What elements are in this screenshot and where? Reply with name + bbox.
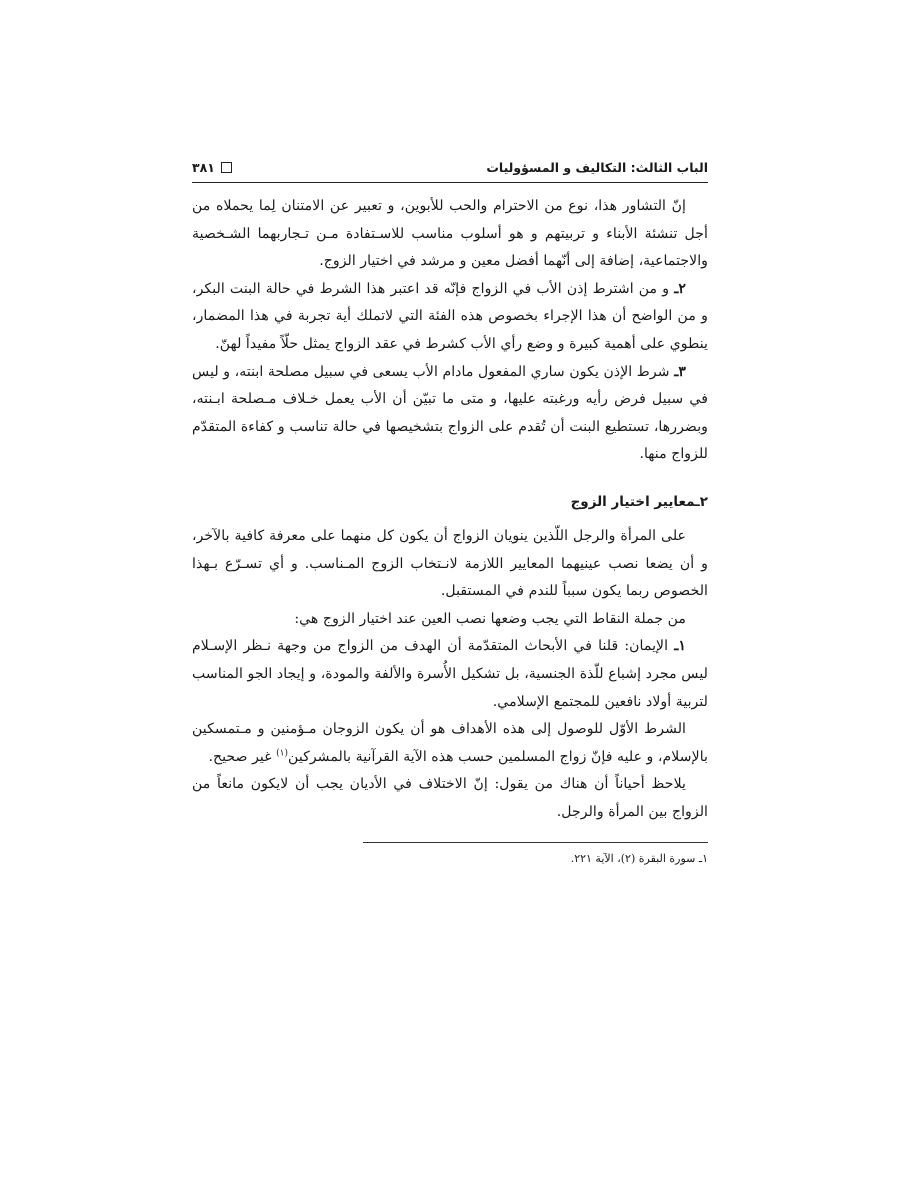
section-heading: ٢ـمعايير اختيار الزوج — [570, 493, 708, 510]
condition-text: الشرط الأوّل للوصول إلى هذه الأهداف هو أن يكون الزوجان مـؤمنين و مـتمسكين بالإسلام، و عليه فإنّ زواج المسلمين حسب هذه الآية القرآنية بالمشركين — [192, 721, 708, 765]
paragraph-criteria-intro: على المرأة والرجل اللّذين ينويان الزواج أن يكون كل منهما على معرفة كافية بالآخر، و أن يضعا نصب عينيهما المعايير اللازمة لانـتخاب الزوج المـناسب. و أي تسـرّع بـهذا الخصوص ربما يكون سبباً للندم في المستقبل. — [192, 527, 708, 600]
point-number: ١ـ — [674, 638, 686, 655]
square-outline-icon — [221, 162, 232, 173]
running-header — [192, 160, 708, 183]
point-text: و من اشترط إذن الأب في الزواج فإنّه قد اعتبر هذا الشرط في حالة البنت البكر، و من الواضح أن هذا الإجراء بخصوص هذه الفئة التي لاتملك أية تجربة في هذا المضمار، ينطوي على أهمية كبيرة و وضع رأي الأب كشرط في عقد الزواج يمثل حلّاً مفيداً لهنّ. — [192, 280, 708, 352]
point-text: شرط الإذن يكون ساري المفعول مادام الأب يسعى في سبيل مصلحة ابنته، و ليس في سبيل فرض رأيه ورغبته عليها، و متى ما تبيّن أن الأب يعمل خـلاف مـصلحة ابـنته، وبضررها، تستطيع البنت أن تُقدم على الزواج بتشخيصها في حالة تناسب و كفاءة المتقدّم للزواج منها. — [192, 363, 708, 463]
condition-text-end: غير صحيح. — [208, 748, 277, 765]
footnote-1: ١ـ سورة البقرة (٢)، الآية ٢٢١. — [570, 852, 708, 866]
paragraph-point-3 — [192, 359, 708, 469]
chapter-title: الباب الثالث: التكاليف و المسؤوليات — [486, 160, 708, 175]
book-page — [192, 160, 708, 867]
paragraph-criteria-list-intro: من جملة النقاط التي يجب وضعها نصب العين عند اختيار الزوج هي: — [294, 610, 686, 627]
point-number: ٣ـ — [674, 363, 686, 380]
footnote-reference[interactable]: (١) — [276, 747, 289, 758]
page-number: ٣٨١ — [192, 160, 215, 175]
paragraph-first-condition — [192, 716, 708, 771]
paragraph-consultation: إنّ التشاور هذا، نوع من الاحترام والحب للأبوين، و تعبير عن الامتنان لِما يحملاه من أجل تنشئة الأبناء و تربيتهم و هو أسلوب مناسب للاسـتفادة مـن تـجاربهما الشـخصية والاجتماعية، إضافة إلى أنّهما أفضل معين و مرشد في اختيار الزوج. — [192, 198, 708, 270]
page-body — [192, 193, 708, 826]
point-text: الإيمان: قلنا في الأبحاث المتقدّمة أن الهدف من الزواج من وجهة نـظر الإسـلام ليس مجرد إشباع للّذة الجنسية، بل تشكيل الأُسرة والألفة والمودة، و إيجاد الجو المناسب لتربية أولاد نافعين للمجتمع الإسلامي. — [192, 638, 708, 710]
paragraph-faith — [192, 633, 708, 716]
page-number-group — [192, 160, 232, 175]
paragraph-religion-difference: يلاحظ أحياناً أن هناك من يقول: إنّ الاختلاف في الأديان يجب أن لايكون مانعاً من الزواج بين المرأة والرجل. — [192, 776, 708, 820]
point-number: ٢ـ — [674, 280, 687, 297]
paragraph-point-2 — [192, 276, 708, 359]
footnote-divider — [363, 842, 708, 843]
